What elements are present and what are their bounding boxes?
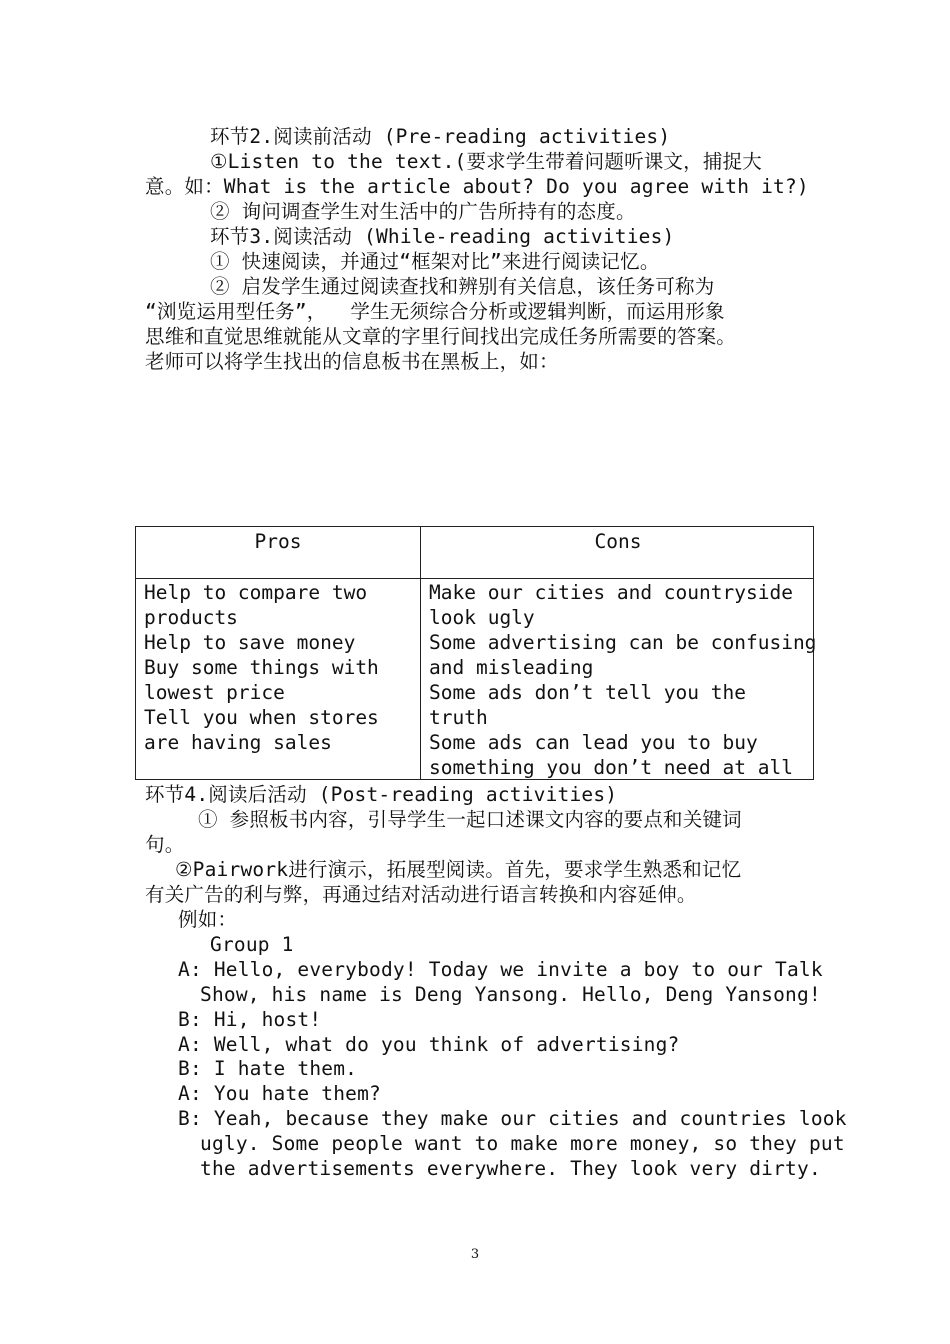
pros-cell [144, 580, 379, 755]
table-cell-line: Make our cities and countryside [429, 581, 793, 604]
text-line: ugly. Some people want to make more money, so they put [200, 1132, 845, 1155]
text-line: B: Yeah, because they make our cities and countries look [178, 1107, 847, 1130]
text-line: ① 快速阅读，并通过“框架对比”来进行阅读记忆。 [210, 250, 660, 273]
text-line: 句。 [145, 833, 185, 856]
text-line: 老师可以将学生找出的信息板书在黑板上，如： [145, 350, 559, 373]
text-line: Show, his name is Deng Yansong. Hello, Deng Yansong! [200, 983, 821, 1006]
table-cell-line: Some ads don’t tell you the [429, 681, 746, 704]
table-cell-line: look ugly [429, 606, 535, 629]
table-header-divider [136, 578, 813, 579]
text-line: ② 启发学生通过阅读查找和辨别有关信息，该任务可称为 [210, 275, 715, 298]
text-line: B: Hi, host! [178, 1008, 322, 1031]
text-line: ② 询问调查学生对生活中的广告所持有的态度。 [210, 200, 636, 223]
pros-header: Pros [254, 530, 302, 553]
table-cell-line: Tell you when stores [144, 706, 379, 729]
text-line: 有关广告的利与弊，再通过结对活动进行语言转换和内容延伸。 [145, 883, 697, 906]
text-line: A: Hello, everybody! Today we invite a boy to our Talk [178, 958, 823, 981]
text-line: 例如： [178, 908, 238, 931]
text-line: A: You hate them? [178, 1082, 381, 1105]
table-cell-line: are having sales [144, 731, 332, 754]
table-cell-line: truth [429, 706, 488, 729]
text-line: 思维和直觉思维就能从文章的字里行间找出完成任务所需要的答案。 [145, 325, 737, 348]
table-cell-line: Some ads can lead you to buy [429, 731, 758, 754]
text-line: 环节3.阅读活动 (While-reading activities) [210, 225, 675, 248]
table-cell-line: and misleading [429, 656, 594, 679]
text-line: the advertisements everywhere. They look very dirty. [200, 1157, 821, 1180]
text-line: ① 参照板书内容，引导学生一起口述课文内容的要点和关键词 [198, 808, 742, 831]
table-cell-line: Buy some things with [144, 656, 379, 679]
cons-cell [429, 580, 816, 780]
table-cell-line: something you don’t need at all [429, 756, 793, 779]
text-line: “浏览运用型任务”， 学生无须综合分析或逻辑判断，而运用形象 [145, 300, 725, 323]
text-line: 环节4.阅读后活动 (Post-reading activities) [145, 783, 618, 806]
text-line: ②Pairwork进行演示，拓展型阅读。首先，要求学生熟悉和记忆 [175, 858, 742, 881]
text-line: ①Listen to the text.(要求学生带着问题听课文，捕捉大 [210, 150, 762, 173]
table-cell-line: products [144, 606, 238, 629]
text-line: 意。如：What is the article about? Do you agree with it?) [145, 175, 809, 198]
cons-header: Cons [594, 530, 642, 553]
table-cell-line: lowest price [144, 681, 285, 704]
table-cell-line: Help to compare two [144, 581, 368, 604]
page-number: 3 [470, 1247, 480, 1262]
pros-cons-table [135, 526, 817, 780]
text-line: B: I hate them. [178, 1057, 358, 1080]
table-cell-line: Some advertising can be confusing [429, 631, 817, 654]
text-line: Group 1 [210, 933, 294, 956]
text-line: 环节2.阅读前活动 (Pre-reading activities) [210, 125, 671, 148]
table-cell-line: Help to save money [144, 631, 356, 654]
table-column-divider [420, 527, 421, 779]
text-line: A: Well, what do you think of advertising? [178, 1033, 680, 1056]
